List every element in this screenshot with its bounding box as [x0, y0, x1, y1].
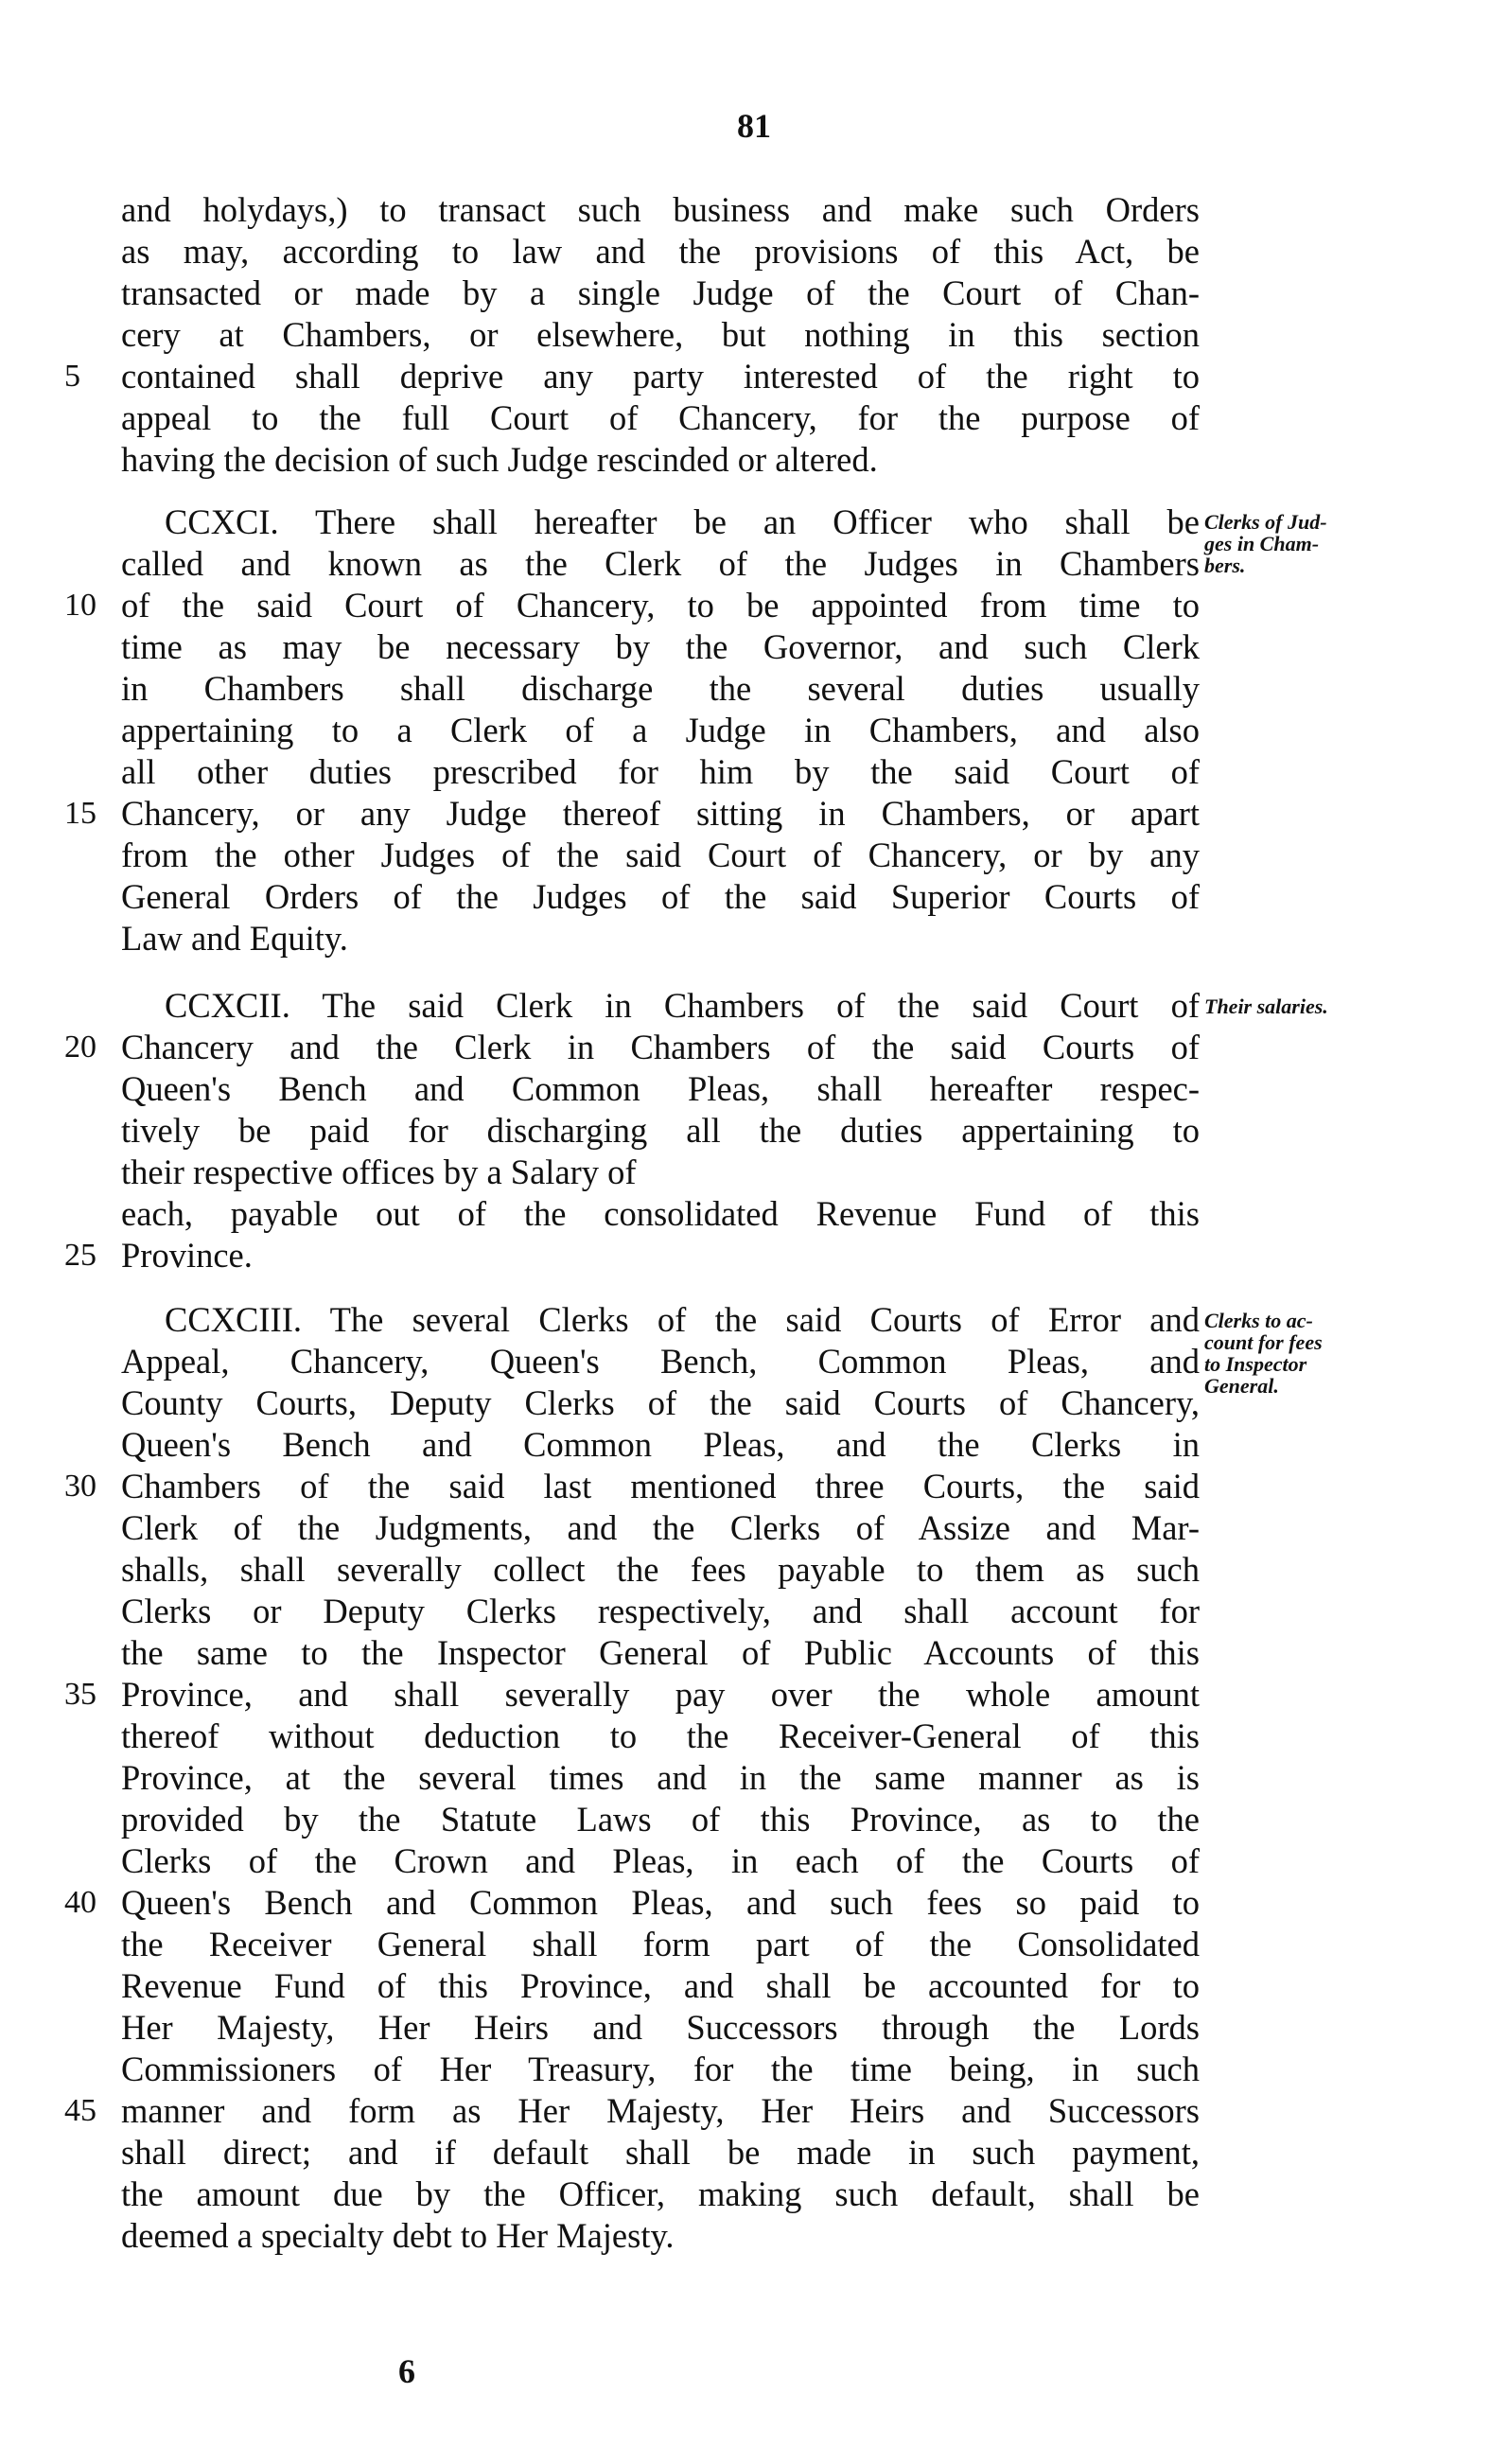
- text-line: Appeal, Chancery, Queen's Bench, Common Pleas, and: [121, 1342, 1200, 1381]
- text-line: each, payable out of the consolidated Revenue Fund of this: [121, 1194, 1200, 1233]
- line-number: 45: [64, 2093, 96, 2128]
- page-number: 81: [737, 107, 771, 145]
- text-line: deemed a specialty debt to Her Majesty.: [121, 2216, 675, 2255]
- line-number: 5: [64, 359, 80, 394]
- text-line: tively be paid for discharging all the duties appertaining to: [121, 1111, 1200, 1150]
- text-line: Queen's Bench and Common Pleas, shall hereafter respec-: [121, 1069, 1200, 1108]
- text-line: appertaining to a Clerk of a Judge in Chambers, and also: [121, 711, 1200, 749]
- text-line: the amount due by the Officer, making such default, shall be: [121, 2174, 1200, 2213]
- line-number: 35: [64, 1677, 96, 1712]
- text-line: Commissioners of Her Treasury, for the time being, in such: [121, 2050, 1200, 2088]
- signature-mark: 6: [398, 2352, 415, 2390]
- text-line: 20 Chancery and the Clerk in Chambers of the said Courts of: [64, 1028, 1200, 1066]
- text-line: General Orders of the Judges of the said Superior Courts of: [121, 877, 1200, 916]
- line-number: 15: [64, 796, 96, 831]
- text-line: County Courts, Deputy Clerks of the said Courts of Chancery,: [121, 1383, 1200, 1422]
- text-line: as may, according to law and the provisions of this Act, be: [121, 232, 1200, 271]
- text-line: shalls, shall severally collect the fees payable to them as such: [121, 1550, 1200, 1589]
- text-line: 40 Queen's Bench and Common Pleas, and such fees so paid to: [64, 1883, 1200, 1922]
- section-ccxci: [64, 502, 1200, 959]
- line-number: 25: [64, 1238, 96, 1273]
- text-line: the same to the Inspector General of Public Accounts of this: [121, 1633, 1200, 1672]
- text-line: Her Majesty, Her Heirs and Successors through the Lords: [121, 2008, 1200, 2047]
- line-number: 30: [64, 1469, 96, 1504]
- text-line: Clerks of the Crown and Pleas, in each of the Courts of: [121, 1841, 1200, 1880]
- section-opening-line: CCXCIII. The several Clerks of the said Courts of Error and: [165, 1300, 1200, 1339]
- text-line: provided by the Statute Laws of this Province, as to the: [121, 1800, 1200, 1839]
- text-line: 15 Chancery, or any Judge thereof sitting in Chambers, or apart: [64, 794, 1200, 833]
- text-line: shall direct; and if default shall be made in such payment,: [121, 2133, 1200, 2172]
- text-line: 30 Chambers of the said last mentioned three Courts, the said: [64, 1467, 1200, 1505]
- text-line: Queen's Bench and Common Pleas, and the Clerks in: [121, 1425, 1200, 1464]
- text-line: 10 of the said Court of Chancery, to be appointed from time to: [64, 586, 1200, 625]
- text-line: Clerks or Deputy Clerks respectively, and shall account for: [121, 1592, 1200, 1630]
- text-line: Law and Equity.: [121, 919, 348, 958]
- text-line: 45 manner and form as Her Majesty, Her Heirs and Successors: [64, 2091, 1200, 2130]
- text-line: 5 contained shall deprive any party interested of the right to: [64, 357, 1200, 396]
- text-line: their respective offices by a Salary of: [121, 1153, 637, 1191]
- text-line: the Receiver General shall form part of the Consolidated: [121, 1925, 1200, 1963]
- text-line: Revenue Fund of this Province, and shall be accounted for to: [121, 1966, 1200, 2005]
- text-line: 25 Province.: [64, 1236, 253, 1275]
- text-line: appeal to the full Court of Chancery, for the purpose of: [121, 398, 1200, 437]
- text-line: in Chambers shall discharge the several duties usually: [121, 669, 1200, 708]
- text-line: cery at Chambers, or elsewhere, but nothing in this section: [121, 315, 1200, 354]
- text-line: and holydays,) to transact such business and make such Orders: [121, 190, 1200, 229]
- section-ccxcii: [64, 985, 1200, 1276]
- line-number: 20: [64, 1030, 96, 1065]
- text-line: Clerk of the Judgments, and the Clerks of Assize and Mar-: [121, 1508, 1200, 1547]
- text-line: 35 Province, and shall severally pay over the whole amount: [64, 1675, 1200, 1714]
- text-line: having the decision of such Judge rescinded or altered.: [121, 440, 878, 479]
- text-line: time as may be necessary by the Governor, and such Clerk: [121, 627, 1200, 666]
- section-ccxciii: [64, 1299, 1200, 2257]
- text-line: all other duties prescribed for him by the said Court of: [121, 752, 1200, 791]
- paragraph-continuation: [64, 189, 1200, 481]
- text-line: thereof without deduction to the Receiver-General of this: [121, 1716, 1200, 1755]
- margin-note-salaries: Their salaries.: [1204, 994, 1328, 1018]
- text-line: transacted or made by a single Judge of the Court of Chan-: [121, 273, 1200, 312]
- text-line: called and known as the Clerk of the Judges in Chambers: [121, 544, 1200, 583]
- margin-note-clerks-of-judges: Clerks of Jud- ges in Cham- bers.: [1204, 510, 1327, 577]
- section-opening-line: CCXCI. There shall hereafter be an Officer who shall be: [165, 502, 1200, 541]
- line-number: 10: [64, 588, 96, 623]
- section-opening-line: CCXCII. The said Clerk in Chambers of the said Court of: [165, 986, 1200, 1025]
- text-line: from the other Judges of the said Court of Chancery, or by any: [121, 836, 1200, 874]
- text-line: Province, at the several times and in the same manner as is: [121, 1758, 1200, 1797]
- margin-note-clerks-to-account: Clerks to ac- count for fees to Inspector General.: [1204, 1309, 1323, 1398]
- line-number: 40: [64, 1885, 96, 1920]
